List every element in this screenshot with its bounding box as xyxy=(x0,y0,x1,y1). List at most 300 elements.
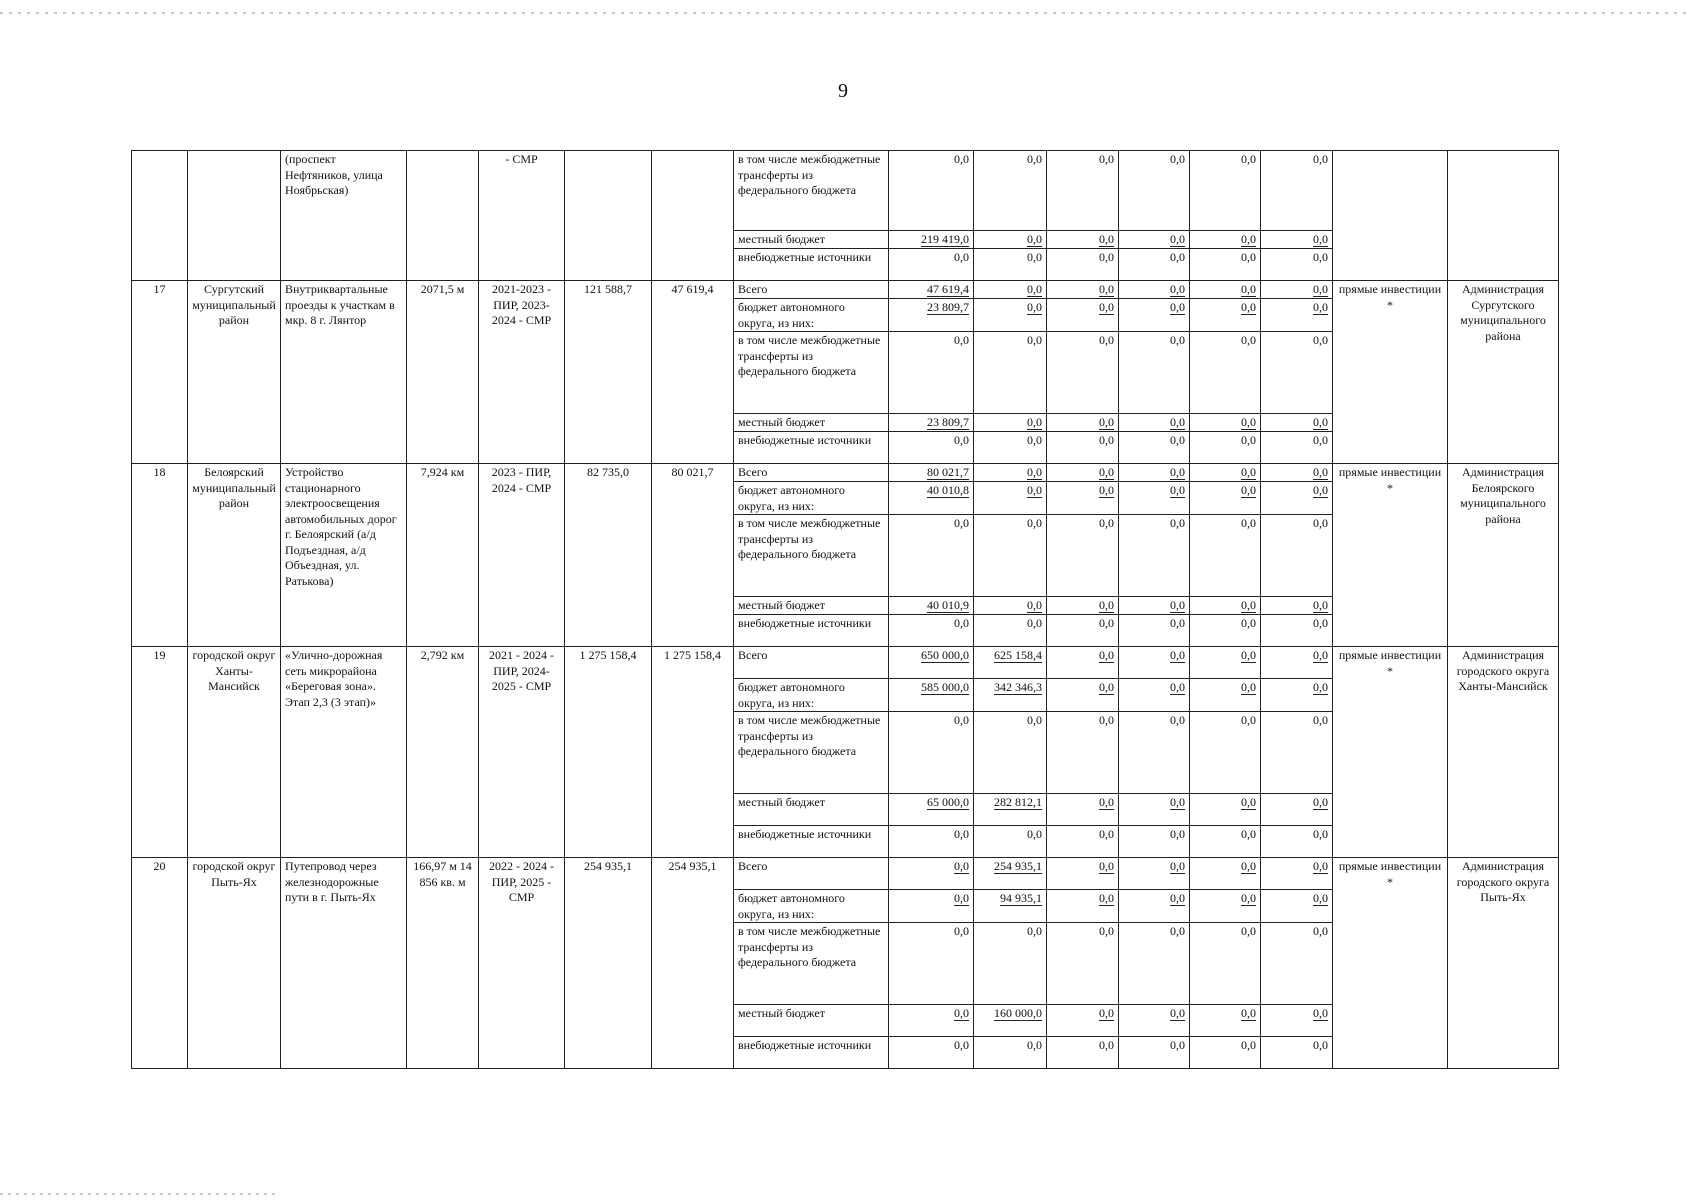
cell-amount xyxy=(1261,332,1333,414)
cell-amount xyxy=(889,464,974,482)
cell-amount xyxy=(1261,464,1333,482)
cell-amount xyxy=(889,858,974,890)
amount-value: 0,0 xyxy=(1027,598,1042,612)
amount-value: 0,0 xyxy=(954,250,969,264)
amount-value: 65 000,0 xyxy=(927,795,969,809)
cell-amount xyxy=(1190,332,1261,414)
cell-amount xyxy=(1261,647,1333,679)
amount-value: 0,0 xyxy=(1170,152,1185,166)
amount-value: 0,0 xyxy=(1170,250,1185,264)
amount-value: 0,0 xyxy=(1241,598,1256,612)
amount-value: 0,0 xyxy=(1313,483,1328,497)
amount-value: 0,0 xyxy=(954,859,969,873)
amount-value: 0,0 xyxy=(1241,891,1256,905)
amount-value: 0,0 xyxy=(1099,1006,1114,1020)
cell-object: Устройство стационарного электроосвещения автомобильных дорог г. Белоярский (а/д Подъездная, а/д Объездная, ул. Ратькова) xyxy=(281,464,407,647)
amount-value: 0,0 xyxy=(1313,282,1328,296)
amount-value: 0,0 xyxy=(1027,232,1042,246)
cell-source-name: в том числе межбюджетные трансферты из федерального бюджета xyxy=(734,515,889,597)
cell-form: прямые инвестиции * xyxy=(1333,647,1448,858)
amount-value: 0,0 xyxy=(954,1006,969,1020)
cell-capacity: 7,924 км xyxy=(407,464,479,647)
cell-amount xyxy=(1190,890,1261,923)
amount-value: 0,0 xyxy=(1313,827,1328,841)
amount-value: 0,0 xyxy=(954,891,969,905)
cell-source-name: бюджет автономного округа, из них: xyxy=(734,299,889,332)
cell-amount xyxy=(1047,281,1119,299)
amount-value: 0,0 xyxy=(954,516,969,530)
amount-value: 0,0 xyxy=(1170,616,1185,630)
cell-amount xyxy=(1190,249,1261,281)
cell-amount xyxy=(974,515,1047,597)
cell-amount xyxy=(1261,432,1333,464)
cell-amount xyxy=(1047,679,1119,712)
cell-source-name: местный бюджет xyxy=(734,597,889,615)
amount-value: 0,0 xyxy=(1313,465,1328,479)
amount-value: 0,0 xyxy=(1027,282,1042,296)
cell-cost: 121 588,7 xyxy=(565,281,652,464)
cell-amount xyxy=(889,647,974,679)
cell-amount xyxy=(889,1037,974,1069)
cell-amount xyxy=(1190,464,1261,482)
amount-value: 0,0 xyxy=(1313,333,1328,347)
cell-amount xyxy=(1261,249,1333,281)
amount-value: 0,0 xyxy=(954,713,969,727)
cell-amount xyxy=(1047,826,1119,858)
amount-value: 0,0 xyxy=(1170,1006,1185,1020)
cell-period: 2021-2023 - ПИР, 2023-2024 - СМР xyxy=(479,281,565,464)
cell-source-name: внебюджетные источники xyxy=(734,249,889,281)
cell-amount xyxy=(974,1037,1047,1069)
budget-table xyxy=(131,150,1559,1069)
cell-number: 17 xyxy=(132,281,188,464)
amount-value: 0,0 xyxy=(1170,1038,1185,1052)
amount-value: 0,0 xyxy=(1170,232,1185,246)
amount-value: 0,0 xyxy=(1313,250,1328,264)
amount-value: 0,0 xyxy=(1099,859,1114,873)
cell-amount xyxy=(889,249,974,281)
cell-amount xyxy=(1047,647,1119,679)
table-row xyxy=(132,464,1559,482)
amount-value: 0,0 xyxy=(1313,713,1328,727)
amount-value: 0,0 xyxy=(1099,415,1114,429)
amount-value: 219 419,0 xyxy=(921,232,969,246)
amount-value: 0,0 xyxy=(1027,415,1042,429)
cell-municipality: Белоярский муниципальный район xyxy=(188,464,281,647)
amount-value: 0,0 xyxy=(1241,433,1256,447)
cell-amount xyxy=(1190,299,1261,332)
amount-value: 0,0 xyxy=(1099,152,1114,166)
cell-amount xyxy=(974,647,1047,679)
amount-value: 0,0 xyxy=(1099,250,1114,264)
amount-value: 0,0 xyxy=(1170,415,1185,429)
cell-amount xyxy=(1190,858,1261,890)
cell-amount xyxy=(1119,890,1190,923)
cell-source-name: в том числе межбюджетные трансферты из федерального бюджета xyxy=(734,923,889,1005)
table-row xyxy=(132,151,1559,231)
cell-amount xyxy=(1119,332,1190,414)
cell-amount xyxy=(1047,1037,1119,1069)
cell-source-name: бюджет автономного округа, из них: xyxy=(734,890,889,923)
cell-source-name: местный бюджет xyxy=(734,414,889,432)
cell-amount xyxy=(1047,615,1119,647)
cell-amount xyxy=(1261,151,1333,231)
amount-value: 0,0 xyxy=(1241,415,1256,429)
cell-amount xyxy=(1119,281,1190,299)
cell-amount xyxy=(1119,923,1190,1005)
amount-value: 0,0 xyxy=(1027,924,1042,938)
amount-value: 0,0 xyxy=(1313,616,1328,630)
cell-source-name: местный бюджет xyxy=(734,1005,889,1037)
amount-value: 0,0 xyxy=(1313,415,1328,429)
cell-municipality: городской округ Ханты-Мансийск xyxy=(188,647,281,858)
cell-amount xyxy=(1190,826,1261,858)
cell-amount xyxy=(1190,923,1261,1005)
amount-value: 0,0 xyxy=(1099,433,1114,447)
amount-value: 0,0 xyxy=(1241,1038,1256,1052)
cell-customer xyxy=(1448,151,1559,281)
cell-amount xyxy=(1261,712,1333,794)
amount-value: 0,0 xyxy=(1241,300,1256,314)
cell-amount xyxy=(1261,597,1333,615)
cell-amount xyxy=(1047,231,1119,249)
cell-amount xyxy=(1119,151,1190,231)
cell-amount xyxy=(974,794,1047,826)
cell-amount xyxy=(889,615,974,647)
cell-amount xyxy=(1261,890,1333,923)
amount-value: 23 809,7 xyxy=(927,415,969,429)
cell-municipality: городской округ Пыть-Ях xyxy=(188,858,281,1069)
cell-amount xyxy=(1047,151,1119,231)
cell-amount xyxy=(974,151,1047,231)
cell-amount xyxy=(974,826,1047,858)
cell-amount xyxy=(974,597,1047,615)
cell-customer: Администрация Белоярского муниципального района xyxy=(1448,464,1559,647)
cell-source-name: местный бюджет xyxy=(734,231,889,249)
cell-amount xyxy=(1119,597,1190,615)
table-row xyxy=(132,647,1559,679)
cell-remaining: 80 021,7 xyxy=(652,464,734,647)
cell-amount xyxy=(974,923,1047,1005)
cell-form: прямые инвестиции * xyxy=(1333,281,1448,464)
table-row xyxy=(132,858,1559,890)
cell-source-name: бюджет автономного округа, из них: xyxy=(734,482,889,515)
cell-amount xyxy=(974,1005,1047,1037)
cell-amount xyxy=(1119,464,1190,482)
amount-value: 0,0 xyxy=(1313,924,1328,938)
cell-amount xyxy=(889,231,974,249)
cell-amount xyxy=(1119,482,1190,515)
amount-value: 0,0 xyxy=(1099,1038,1114,1052)
cell-customer: Администрация городского округа Пыть-Ях xyxy=(1448,858,1559,1069)
cell-amount xyxy=(1047,890,1119,923)
cell-amount xyxy=(1190,151,1261,231)
amount-value: 0,0 xyxy=(1170,465,1185,479)
cell-amount xyxy=(1190,615,1261,647)
amount-value: 0,0 xyxy=(1027,250,1042,264)
table-row xyxy=(132,281,1559,299)
amount-value: 0,0 xyxy=(1313,795,1328,809)
cell-amount xyxy=(1190,515,1261,597)
cell-amount xyxy=(889,679,974,712)
cell-amount xyxy=(1261,1037,1333,1069)
cell-amount xyxy=(1190,482,1261,515)
amount-value: 0,0 xyxy=(1241,250,1256,264)
cell-amount xyxy=(1119,712,1190,794)
amount-value: 0,0 xyxy=(1313,891,1328,905)
cell-amount xyxy=(974,249,1047,281)
cell-amount xyxy=(974,890,1047,923)
cell-amount xyxy=(889,1005,974,1037)
amount-value: 0,0 xyxy=(1313,1006,1328,1020)
amount-value: 0,0 xyxy=(954,616,969,630)
cell-amount xyxy=(1190,597,1261,615)
cell-amount xyxy=(889,482,974,515)
amount-value: 0,0 xyxy=(1241,680,1256,694)
amount-value: 0,0 xyxy=(1027,152,1042,166)
amount-value: 0,0 xyxy=(1241,924,1256,938)
cell-amount xyxy=(1047,464,1119,482)
cell-amount xyxy=(1047,249,1119,281)
cell-source-name: в том числе межбюджетные трансферты из федерального бюджета xyxy=(734,332,889,414)
cell-amount xyxy=(974,432,1047,464)
amount-value: 282 812,1 xyxy=(994,795,1042,809)
amount-value: 0,0 xyxy=(1313,598,1328,612)
amount-value: 80 021,7 xyxy=(927,465,969,479)
cell-amount xyxy=(1047,299,1119,332)
cell-amount xyxy=(889,794,974,826)
cell-amount xyxy=(1190,679,1261,712)
amount-value: 0,0 xyxy=(1313,232,1328,246)
cell-amount xyxy=(1047,482,1119,515)
amount-value: 0,0 xyxy=(1099,827,1114,841)
amount-value: 0,0 xyxy=(1027,433,1042,447)
cell-amount xyxy=(1119,1037,1190,1069)
cell-remaining: 1 275 158,4 xyxy=(652,647,734,858)
amount-value: 0,0 xyxy=(1170,648,1185,662)
cell-amount xyxy=(1119,1005,1190,1037)
amount-value: 0,0 xyxy=(1099,795,1114,809)
amount-value: 254 935,1 xyxy=(994,859,1042,873)
cell-amount xyxy=(974,679,1047,712)
amount-value: 0,0 xyxy=(1170,680,1185,694)
amount-value: 0,0 xyxy=(1027,516,1042,530)
cell-amount xyxy=(974,615,1047,647)
cell-amount xyxy=(1261,231,1333,249)
cell-amount xyxy=(974,482,1047,515)
cell-amount xyxy=(1261,299,1333,332)
amount-value: 0,0 xyxy=(1027,483,1042,497)
scan-edge-bottom xyxy=(0,1193,280,1195)
cell-object: (проспект Нефтяников, улица Ноябрьская) xyxy=(281,151,407,281)
cell-amount xyxy=(1119,615,1190,647)
amount-value: 0,0 xyxy=(1170,483,1185,497)
amount-value: 0,0 xyxy=(1241,827,1256,841)
amount-value: 0,0 xyxy=(1099,891,1114,905)
amount-value: 0,0 xyxy=(954,827,969,841)
amount-value: 0,0 xyxy=(1241,232,1256,246)
amount-value: 0,0 xyxy=(1241,152,1256,166)
cell-customer: Администрация Сургутского муниципального района xyxy=(1448,281,1559,464)
amount-value: 0,0 xyxy=(1099,680,1114,694)
amount-value: 160 000,0 xyxy=(994,1006,1042,1020)
cell-amount xyxy=(974,858,1047,890)
cell-amount xyxy=(889,597,974,615)
cell-number xyxy=(132,151,188,281)
amount-value: 0,0 xyxy=(1170,598,1185,612)
cell-amount xyxy=(1190,1037,1261,1069)
amount-value: 0,0 xyxy=(1099,483,1114,497)
cell-amount xyxy=(1119,231,1190,249)
cell-amount xyxy=(889,281,974,299)
cell-amount xyxy=(889,712,974,794)
amount-value: 0,0 xyxy=(1099,924,1114,938)
cell-municipality xyxy=(188,151,281,281)
amount-value: 0,0 xyxy=(1027,1038,1042,1052)
cell-remaining: 47 619,4 xyxy=(652,281,734,464)
amount-value: 0,0 xyxy=(1170,282,1185,296)
cell-source-name: Всего xyxy=(734,647,889,679)
cell-period: 2022 - 2024 - ПИР, 2025 - СМР xyxy=(479,858,565,1069)
cell-customer: Администрация городского округа Ханты-Мансийск xyxy=(1448,647,1559,858)
amount-value: 94 935,1 xyxy=(1000,891,1042,905)
amount-value: 0,0 xyxy=(1170,795,1185,809)
cell-amount xyxy=(1190,1005,1261,1037)
amount-value: 0,0 xyxy=(1241,516,1256,530)
cell-form xyxy=(1333,151,1448,281)
amount-value: 585 000,0 xyxy=(921,680,969,694)
amount-value: 0,0 xyxy=(1241,859,1256,873)
cell-amount xyxy=(1261,826,1333,858)
amount-value: 0,0 xyxy=(1241,648,1256,662)
cell-source-name: внебюджетные источники xyxy=(734,432,889,464)
cell-amount xyxy=(1047,432,1119,464)
amount-value: 0,0 xyxy=(1099,300,1114,314)
cell-capacity: 2,792 км xyxy=(407,647,479,858)
cell-municipality: Сургутский муниципальный район xyxy=(188,281,281,464)
cell-amount xyxy=(1190,794,1261,826)
cell-source-name: Всего xyxy=(734,858,889,890)
amount-value: 0,0 xyxy=(954,924,969,938)
amount-value: 40 010,9 xyxy=(927,598,969,612)
cell-source-name: Всего xyxy=(734,464,889,482)
cell-amount xyxy=(974,299,1047,332)
cell-amount xyxy=(1119,858,1190,890)
amount-value: 0,0 xyxy=(1099,232,1114,246)
cell-amount xyxy=(974,464,1047,482)
amount-value: 0,0 xyxy=(1099,465,1114,479)
cell-amount xyxy=(1047,515,1119,597)
amount-value: 0,0 xyxy=(1027,300,1042,314)
amount-value: 0,0 xyxy=(1099,616,1114,630)
cell-amount xyxy=(974,332,1047,414)
cell-amount xyxy=(1119,679,1190,712)
cell-amount xyxy=(1047,1005,1119,1037)
cell-amount xyxy=(1047,712,1119,794)
cell-amount xyxy=(1261,1005,1333,1037)
cell-remaining xyxy=(652,151,734,281)
cell-amount xyxy=(1119,414,1190,432)
cell-amount xyxy=(889,890,974,923)
cell-amount xyxy=(889,515,974,597)
cell-source-name: внебюджетные источники xyxy=(734,1037,889,1069)
amount-value: 47 619,4 xyxy=(927,282,969,296)
amount-value: 0,0 xyxy=(1313,680,1328,694)
amount-value: 0,0 xyxy=(1241,282,1256,296)
amount-value: 0,0 xyxy=(1027,465,1042,479)
amount-value: 0,0 xyxy=(1170,333,1185,347)
amount-value: 0,0 xyxy=(1027,713,1042,727)
cell-amount xyxy=(1190,712,1261,794)
amount-value: 0,0 xyxy=(1313,516,1328,530)
amount-value: 0,0 xyxy=(1241,483,1256,497)
cell-amount xyxy=(889,332,974,414)
cell-cost xyxy=(565,151,652,281)
cell-amount xyxy=(1119,249,1190,281)
cell-amount xyxy=(1261,679,1333,712)
cell-source-name: бюджет автономного округа, из них: xyxy=(734,679,889,712)
cell-amount xyxy=(1047,923,1119,1005)
cell-amount xyxy=(1190,231,1261,249)
cell-amount xyxy=(1047,794,1119,826)
cell-form: прямые инвестиции * xyxy=(1333,858,1448,1069)
amount-value: 0,0 xyxy=(1313,300,1328,314)
cell-amount xyxy=(1119,647,1190,679)
amount-value: 0,0 xyxy=(1099,333,1114,347)
cell-period: 2021 - 2024 - ПИР, 2024-2025 - СМР xyxy=(479,647,565,858)
amount-value: 0,0 xyxy=(1099,516,1114,530)
cell-amount xyxy=(1119,515,1190,597)
cell-number: 20 xyxy=(132,858,188,1069)
scan-edge-top xyxy=(0,12,1686,14)
amount-value: 0,0 xyxy=(1170,516,1185,530)
cell-form: прямые инвестиции * xyxy=(1333,464,1448,647)
cell-amount xyxy=(1190,281,1261,299)
amount-value: 0,0 xyxy=(1099,648,1114,662)
amount-value: 650 000,0 xyxy=(921,648,969,662)
amount-value: 0,0 xyxy=(1027,333,1042,347)
cell-amount xyxy=(1190,414,1261,432)
amount-value: 0,0 xyxy=(1170,433,1185,447)
cell-amount xyxy=(889,414,974,432)
cell-source-name: в том числе межбюджетные трансферты из федерального бюджета xyxy=(734,712,889,794)
cell-number: 18 xyxy=(132,464,188,647)
cell-amount xyxy=(1047,332,1119,414)
cell-amount xyxy=(1261,281,1333,299)
amount-value: 0,0 xyxy=(1099,282,1114,296)
cell-object: Путепровод через железнодорожные пути в г. Пыть-Ях xyxy=(281,858,407,1069)
amount-value: 0,0 xyxy=(1170,713,1185,727)
cell-amount xyxy=(1047,597,1119,615)
cell-cost: 1 275 158,4 xyxy=(565,647,652,858)
cell-amount xyxy=(1261,414,1333,432)
amount-value: 0,0 xyxy=(1027,616,1042,630)
cell-amount xyxy=(889,299,974,332)
amount-value: 0,0 xyxy=(1170,300,1185,314)
cell-amount xyxy=(1261,794,1333,826)
cell-period: 2023 - ПИР, 2024 - СМР xyxy=(479,464,565,647)
amount-value: 0,0 xyxy=(1313,859,1328,873)
cell-amount xyxy=(889,151,974,231)
amount-value: 0,0 xyxy=(1241,795,1256,809)
cell-amount xyxy=(1261,515,1333,597)
cell-object: «Улично-дорожная сеть микрорайона «Береговая зона». Этап 2,3 (3 этап)» xyxy=(281,647,407,858)
cell-capacity: 166,97 м 14 856 кв. м xyxy=(407,858,479,1069)
amount-value: 0,0 xyxy=(1241,713,1256,727)
cell-amount xyxy=(889,826,974,858)
cell-capacity: 2071,5 м xyxy=(407,281,479,464)
amount-value: 0,0 xyxy=(1241,333,1256,347)
